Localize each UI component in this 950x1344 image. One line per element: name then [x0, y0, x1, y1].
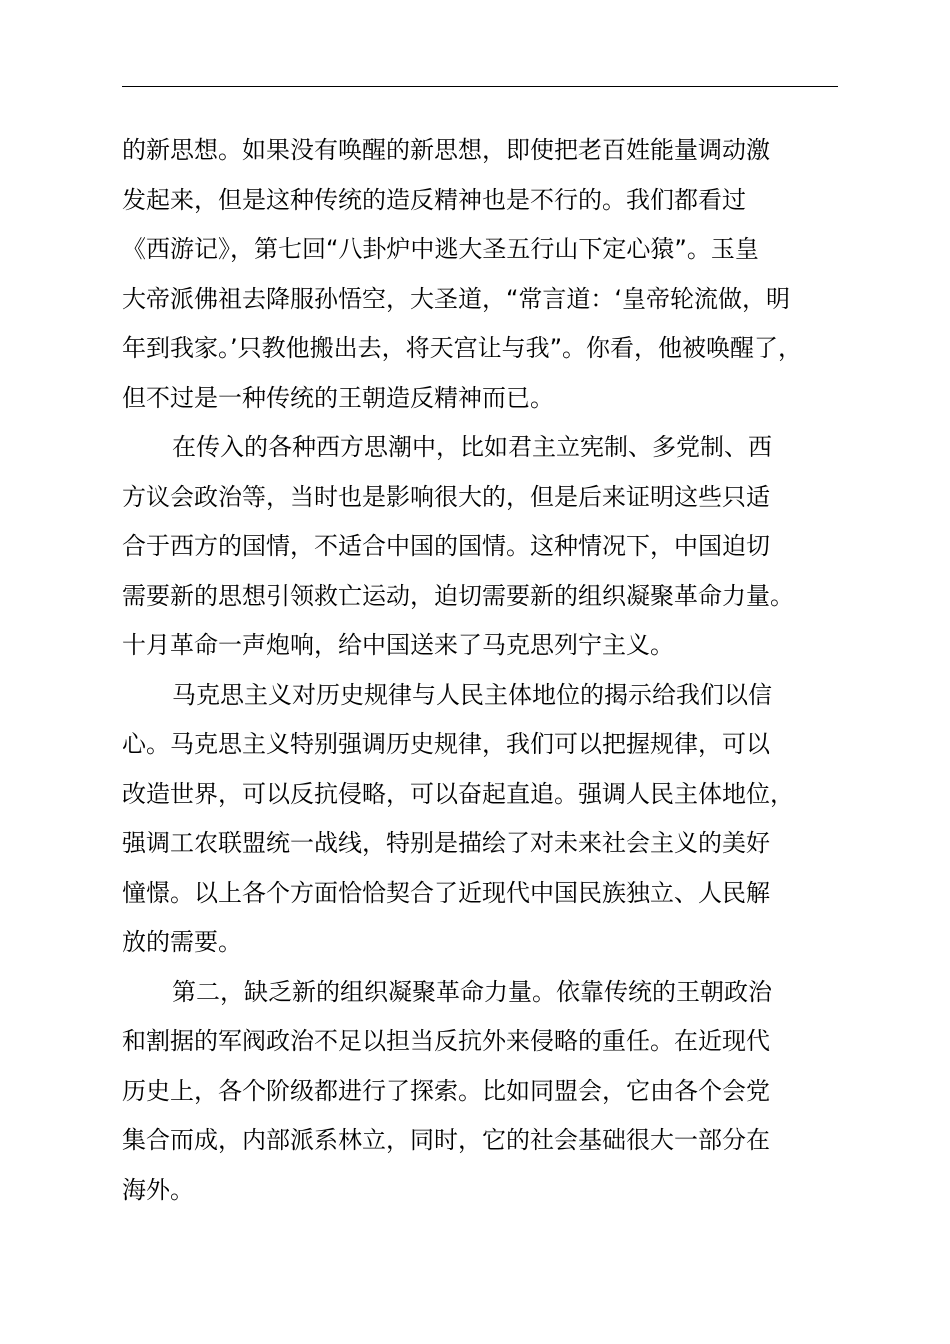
- text-line: 大帝派佛祖去降服孙悟空，大圣道，“常言道：‘皇帝轮流做，明: [122, 284, 791, 313]
- text-line: 十月革命一声炮响，给中国送来了马克思列宁主义。: [122, 631, 674, 659]
- body-text: [122, 126, 862, 1215]
- text-line: 马克思主义对历史规律与人民主体地位的揭示给我们以信: [172, 680, 772, 709]
- text-line: 合于西方的国情，不适合中国的国情。这种情况下，中国迫切: [122, 532, 770, 560]
- text-line: 心。马克思主义特别强调历史规律，我们可以把握规律，可以: [122, 730, 770, 758]
- text-line: 憧憬。以上各个方面恰恰契合了近现代中国民族独立、人民解: [122, 878, 770, 907]
- text-line: 放的需要。: [122, 928, 242, 956]
- text-line: 但不过是一种传统的王朝造反精神而已。: [122, 383, 554, 412]
- text-line: 的新思想。如果没有唤醒的新思想，即使把老百姓能量调动激: [122, 136, 770, 164]
- header-rule: [122, 86, 838, 87]
- text-line: 需要新的思想引领救亡运动，迫切需要新的组织凝聚革命力量。: [122, 581, 794, 610]
- text-line: 《西游记》，第七回“八卦炉中逃大圣五行山下定心猿”。玉皇: [122, 235, 759, 263]
- text-line: 在传入的各种西方思潮中，比如君主立宪制、多党制、西: [172, 433, 772, 461]
- text-line: 和割据的军阀政治不足以担当反抗外来侵略的重任。在近现代: [122, 1027, 770, 1055]
- text-line: 历史上，各个阶级都进行了探索。比如同盟会，它由各个会党: [122, 1076, 770, 1105]
- text-line: 方议会政治等，当时也是影响很大的，但是后来证明这些只适: [122, 482, 770, 511]
- text-line: 年到我家。’只教他搬出去，将天宫让与我”。你看，他被唤醒了，: [122, 334, 803, 362]
- text-line: 发起来，但是这种传统的造反精神也是不行的。我们都看过: [122, 185, 746, 214]
- text-line: 强调工农联盟统一战线，特别是描绘了对未来社会主义的美好: [122, 829, 770, 857]
- text-line: 集合而成，内部派系林立，同时，它的社会基础很大一部分在: [122, 1126, 770, 1154]
- text-line: 改造世界，可以反抗侵略，可以奋起直追。强调人民主体地位，: [122, 779, 794, 808]
- text-line: 第二，缺乏新的组织凝聚革命力量。依靠传统的王朝政治: [172, 977, 772, 1006]
- text-line: 海外。: [122, 1175, 194, 1204]
